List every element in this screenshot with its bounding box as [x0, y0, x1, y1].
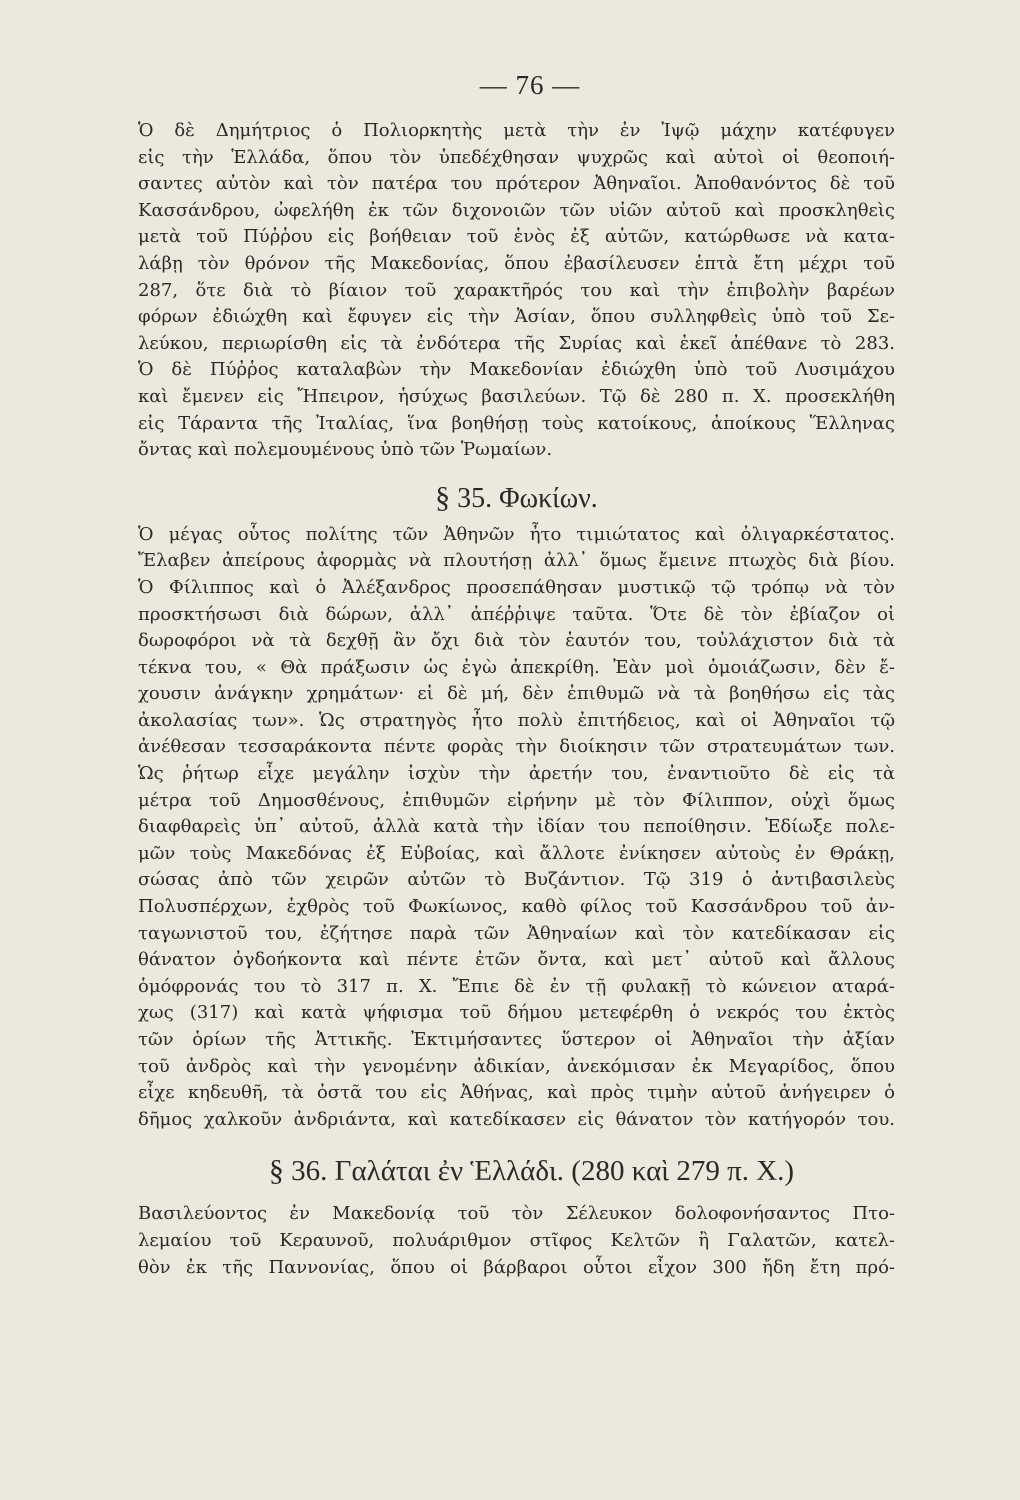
- section-symbol: §: [268, 1154, 284, 1188]
- page-body: [138, 118, 895, 1281]
- paragraph-demetrios: [138, 118, 895, 357]
- text-line: ἀκολασίας των». Ὡς στρατηγὸς ἦτο πολὺ ἐπιτήδειος, καὶ οἱ Ἀθηναῖοι τῷ: [138, 709, 895, 731]
- text-line: δωροφόροι νὰ τὰ δεχθῇ ἂν ὄχι διὰ τὸν ἑαυτόν του, τοὐλάχιστον διὰ τὰ: [138, 630, 895, 652]
- text-line: δῆμος χαλκοῦν ἀνδριάντα, καὶ κατεδίκασεν εἰς θάνατον τὸν κατήγορόν του.: [138, 1108, 895, 1130]
- text-line: χουσιν ἀνάγκην χρημάτων· εἰ δὲ μή, δὲν ἐπιθυμῶ νὰ τὰ βοηθήσω εἰς τὰς: [138, 683, 895, 705]
- text-line: λεμαίου τοῦ Κεραυνοῦ, πολυάριθμον στῖφος Κελτῶν ἢ Γαλατῶν, κατελ-: [138, 1229, 895, 1251]
- paragraph-rhetor: [138, 761, 895, 1133]
- section-heading-35: [138, 470, 895, 522]
- text-line: διαφθαρεὶς ὑπ᾿ αὐτοῦ, ἀλλὰ κατὰ τὴν ἰδίαν του πεποίθησιν. Ἐδίωξε πολε-: [138, 816, 895, 838]
- text-line: ἀνέθεσαν τεσσαράκοντα πέντε φορὰς τὴν διοίκησιν τῶν στρατευμάτων των.: [138, 736, 895, 758]
- text-line: Ὁ δὲ Πύῤῥος καταλαβὼν τὴν Μακεδονίαν ἐδιώχθη ὑπὸ τοῦ Λυσιμάχου: [138, 359, 895, 381]
- text-line: λεύκου, περιωρίσθη εἰς τὰ ἐνδότερα τῆς Συρίας καὶ ἐκεῖ ἀπέθανε τὸ 283.: [138, 332, 895, 354]
- section-title: 35. Φωκίων.: [457, 482, 598, 514]
- text-line: εἰς Τάραντα τῆς Ἰταλίας, ἵνα βοηθήσῃ τοὺς κατοίκους, ἀποίκους Ἕλληνας: [138, 412, 895, 434]
- text-line: εἰς τὴν Ἑλλάδα, ὅπου τὸν ὑπεδέχθησαν ψυχρῶς καὶ αὐτοὶ οἱ θεοποιή-: [138, 146, 895, 168]
- section-heading-36: [138, 1143, 895, 1201]
- text-line: ὁμόφρονάς του τὸ 317 π. Χ. Ἔπιε δὲ ἐν τῇ φυλακῇ τὸ κώνειον αταρά-: [138, 975, 895, 997]
- text-line: εἶχε κηδευθῆ, τὰ ὀστᾶ του εἰς Ἀθήνας, καὶ πρὸς τιμὴν αὐτοῦ ἀνήγειρεν ὁ: [138, 1082, 895, 1104]
- section-title: 36. Γαλάται ἐν Ἑλλάδι. (280 καὶ 279 π. Χ.): [291, 1155, 795, 1188]
- text-line: 287, ὅτε διὰ τὸ βίαιον τοῦ χαρακτῆρός του καὶ τὴν ἐπιβολὴν βαρέων: [138, 279, 895, 301]
- paragraph-pyrrhos: [138, 357, 895, 463]
- paragraph-phokion: [138, 522, 895, 761]
- text-line: σώσας ἀπὸ τῶν χειρῶν αὐτῶν τὸ Βυζάντιον. Τῷ 319 ὁ ἀντιβασιλεὺς: [138, 869, 895, 891]
- text-line: λάβῃ τὸν θρόνον τῆς Μακεδονίας, ὅπου ἐβασίλευσεν ἑπτὰ ἔτη μέχρι τοῦ: [138, 252, 895, 274]
- text-line: μετὰ τοῦ Πύῤῥου εἰς βοήθειαν τοῦ ἑνὸς ἐξ αὐτῶν, κατώρθωσε νὰ κατα-: [138, 226, 895, 248]
- text-line: χως (317) καὶ κατὰ ψήφισμα τοῦ δήμου μετεφέρθη ὁ νεκρός του ἐκτὸς: [138, 1002, 895, 1024]
- text-line: τοῦ ἀνδρὸς καὶ τὴν γενομένην ἀδικίαν, ἀνεκόμισαν ἐκ Μεγαρίδος, ὅπου: [138, 1055, 895, 1077]
- paragraph-galatai: [138, 1201, 895, 1281]
- text-line: ὄντας καὶ πολεμουμένους ὑπὸ τῶν Ῥωμαίων.: [138, 439, 553, 461]
- page-number: — 76 —: [479, 70, 581, 100]
- text-line: θάνατον ὀγδοήκοντα καὶ πέντε ἐτῶν ὄντα, καὶ μετ᾿ αὐτοῦ καὶ ἄλλους: [138, 949, 895, 971]
- text-line: τῶν ὁρίων τῆς Ἀττικῆς. Ἐκτιμήσαντες ὕστερον οἱ Ἀθηναῖοι τὴν ἀξίαν: [138, 1029, 895, 1050]
- text-line: Βασιλεύοντος ἐν Μακεδονίᾳ τοῦ τὸν Σέλευκον δολοφονήσαντος Πτο-: [138, 1203, 895, 1225]
- text-line: σαντες αὐτὸν καὶ τὸν πατέρα του πρότερον Ἀθηναῖοι. Ἀποθανόντος δὲ τοῦ: [138, 173, 895, 195]
- text-line: Κασσάνδρου, ὠφελήθη ἐκ τῶν διχονοιῶν τῶν υἱῶν αὐτοῦ καὶ προσκληθεὶς: [138, 199, 895, 221]
- text-line: Ὁ δὲ Δημήτριος ὁ Πολιορκητὴς μετὰ τὴν ἐν Ἰψῷ μάχην κατέφυγεν: [138, 120, 895, 141]
- text-line: προσκτήσωσι διὰ δώρων, ἀλλ᾿ ἀπέῤῥιψε ταῦτα. Ὅτε δὲ τὸν ἐβίαζον οἱ: [138, 603, 895, 625]
- text-line: μέτρα τοῦ Δημοσθένους, ἐπιθυμῶν εἰρήνην μὲ τὸν Φίλιππον, οὐχὶ ὅμως: [138, 789, 895, 811]
- text-line: μῶν τοὺς Μακεδόνας ἐξ Εὐβοίας, καὶ ἄλλοτε ἐνίκησεν αὐτοὺς ἐν Θράκῃ,: [138, 842, 895, 864]
- section-symbol: §: [435, 480, 451, 514]
- text-line: Ὡς ῥήτωρ εἶχε μεγάλην ἰσχὺν τὴν ἀρετήν του, ἐναντιοῦτο δὲ εἰς τὰ: [138, 763, 895, 785]
- text-line: Πολυσπέρχων, ἐχθρὸς τοῦ Φωκίωνος, καθὸ φίλος τοῦ Κασσάνδρου τοῦ ἀν-: [138, 896, 895, 918]
- text-line: Ὁ μέγας οὗτος πολίτης τῶν Ἀθηνῶν ἦτο τιμιώτατος καὶ ὀλιγαρκέστατος.: [138, 523, 895, 545]
- text-line: καὶ ἔμενεν εἰς Ἤπειρον, ἡσύχως βασιλεύων. Τῷ δὲ 280 π. Χ. προσεκλήθη: [138, 385, 895, 407]
- text-line: τέκνα του, « Θὰ πράξωσιν ὡς ἐγὼ ἀπεκρίθη. Ἐὰν μοὶ ὁμοιάζωσιν, δὲν ἔ-: [138, 656, 895, 678]
- text-line: θὸν ἐκ τῆς Παννονίας, ὅπου οἱ βάρβαροι οὗτοι εἶχον 300 ἤδη ἔτη πρό-: [138, 1256, 895, 1278]
- text-line: Ὁ Φίλιππος καὶ ὁ Ἀλέξανδρος προσεπάθησαν μυστικῷ τῷ τρόπῳ νὰ τὸν: [138, 576, 895, 598]
- text-line: φόρων ἐδιώχθη καὶ ἔφυγεν εἰς τὴν Ἀσίαν, ὅπου συλληφθεὶς ὑπὸ τοῦ Σε-: [138, 306, 895, 328]
- text-line: Ἔλαβεν ἀπείρους ἀφορμὰς νὰ πλουτήσῃ ἀλλ᾿ ὅμως ἔμεινε πτωχὸς διὰ βίου.: [138, 550, 895, 572]
- text-line: ταγωνιστοῦ του, ἐζήτησε παρὰ τῶν Ἀθηναίων καὶ τὸν κατεδίκασαν εἰς: [138, 922, 895, 944]
